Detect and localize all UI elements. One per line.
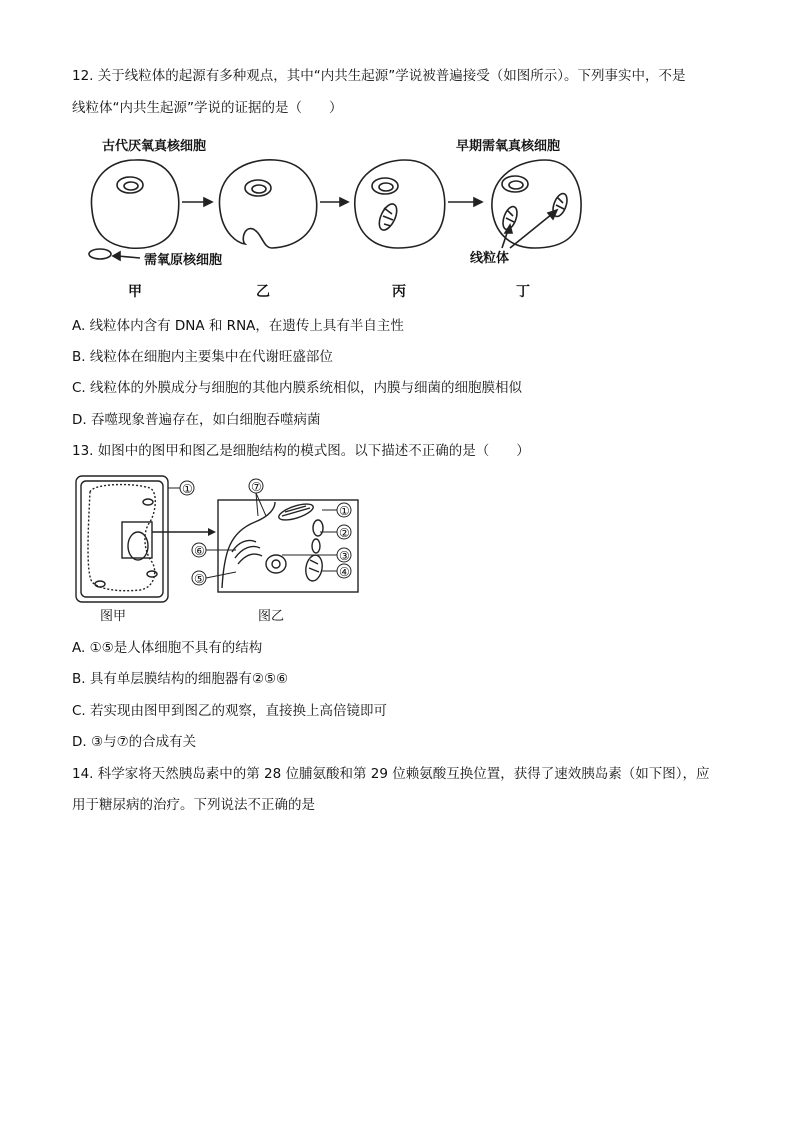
q13-stem: 13. 如图中的图甲和图乙是细胞结构的模式图。以下描述不正确的是（ ） [72, 443, 530, 459]
q12-stem-line2: 线粒体“内共生起源”学说的证据的是（ ） [72, 100, 343, 116]
label-early-aerobic: 早期需氧真核细胞 [456, 139, 561, 154]
marker-5: ⑤ [194, 572, 205, 586]
label-mitochondria: 线粒体 [470, 251, 510, 266]
q12-option-b: B. 线粒体在细胞内主要集中在代谢旺盛部位 [72, 349, 333, 365]
marker-3: ③ [339, 549, 350, 563]
q13-option-a: A. ①⑤是人体细胞不具有的结构 [72, 640, 263, 656]
panel-label-ding: 丁 [516, 284, 530, 300]
q12-stem-line1: 12. 关于线粒体的起源有多种观点，其中“内共生起源”学说被普遍接受（如图所示）。下列事实中，不是 [72, 68, 686, 84]
caption-fig-yi: 图乙 [258, 609, 285, 624]
marker-6: ⑥ [194, 544, 205, 558]
q13-option-c: C. 若实现由图甲到图乙的观察，直接换上高倍镜即可 [72, 703, 388, 719]
cell-structure-figure [70, 472, 370, 627]
panel-label-bing: 丙 [392, 284, 406, 300]
marker-1-right: ① [339, 504, 350, 518]
q14-stem-line2: 用于糖尿病的治疗。下列说法不正确的是 [72, 797, 315, 813]
q12-option-d: D. 吞噬现象普遍存在，如白细胞吞噬病菌 [72, 412, 321, 428]
marker-7: ⑦ [251, 480, 262, 494]
q12-option-c: C. 线粒体的外膜成分与细胞的其他内膜系统相似，内膜与细菌的细胞膜相似 [72, 380, 523, 396]
caption-fig-jia: 图甲 [100, 609, 127, 624]
marker-4: ④ [339, 565, 350, 579]
q12-option-a: A. 线粒体内含有 DNA 和 RNA，在遗传上具有半自主性 [72, 318, 404, 334]
marker-1-left: ① [182, 482, 193, 496]
label-aerobic-prokaryote: 需氧原核细胞 [144, 253, 223, 268]
endosymbiosis-figure [80, 130, 600, 305]
q14-stem-line1: 14. 科学家将天然胰岛素中的第 28 位脯氨酸和第 29 位赖氨酸互换位置，获得了速效胰岛素（如下图），应 [72, 766, 710, 782]
q13-option-d: D. ③与⑦的合成有关 [72, 734, 197, 750]
label-ancient-anaerobic: 古代厌氧真核细胞 [102, 139, 207, 154]
panel-label-yi: 乙 [256, 284, 270, 300]
marker-2: ② [339, 526, 350, 540]
panel-label-jia: 甲 [128, 284, 142, 300]
q13-option-b: B. 具有单层膜结构的细胞器有②⑤⑥ [72, 671, 289, 687]
